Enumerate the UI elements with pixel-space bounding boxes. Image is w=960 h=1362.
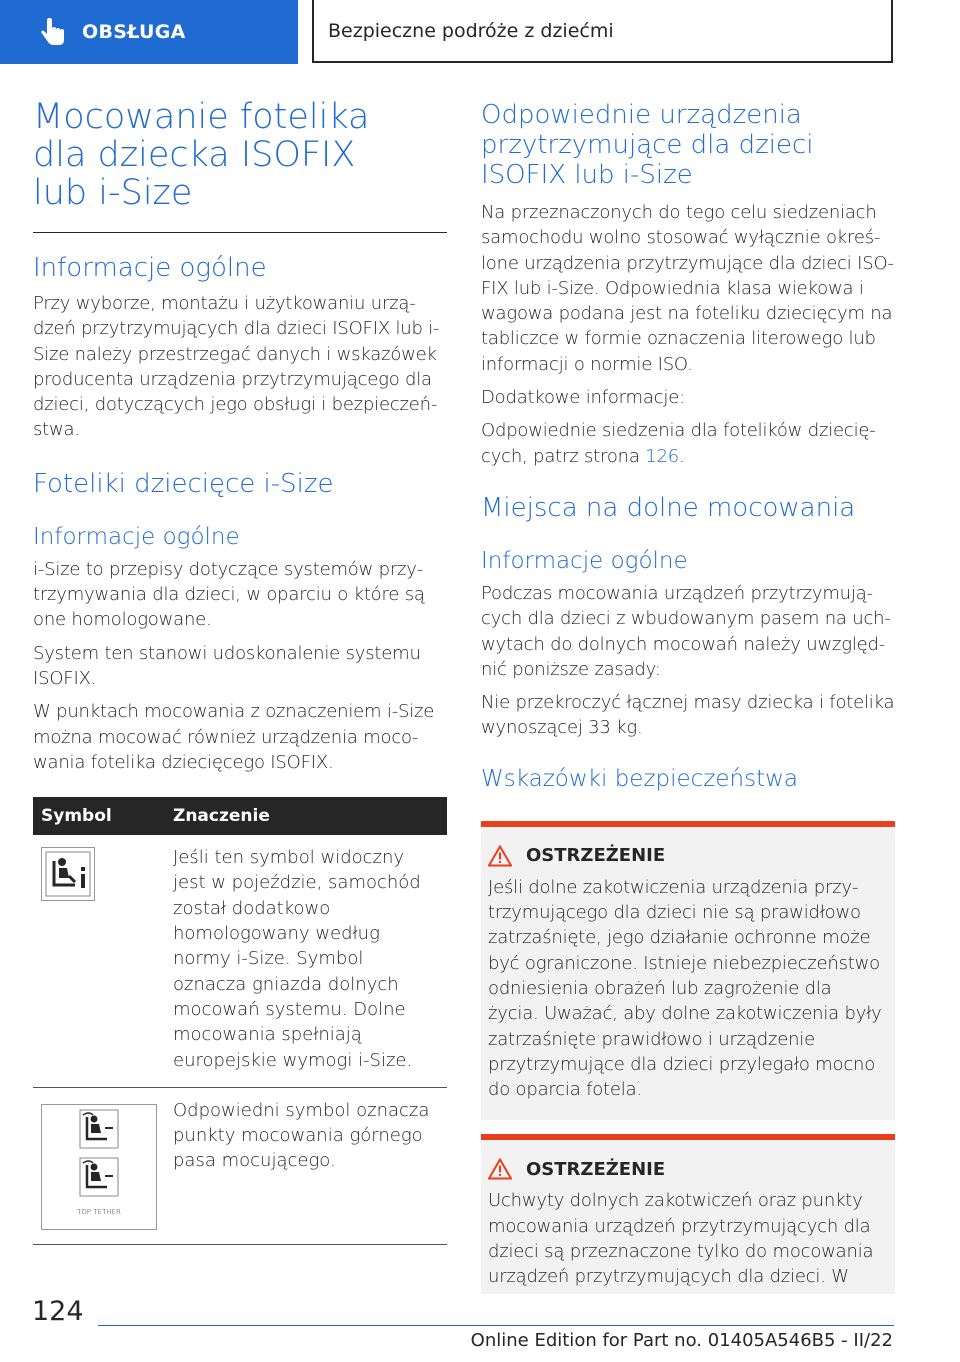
top-tether-icon	[41, 1104, 157, 1230]
suitable-paragraph-1: Na przeznaczonych do tego celu siedzeniach samochodu wolno stosować wyłącznie określone urządzenia przytrzymujące dla dzieci ISOFIX lub i-Size. Odpowiednia klasa wiekowa i wagowa podana jest na foteliku dziecięcym na tabliczce w formie oznaczenia literowego lub informacji o normie ISO.	[481, 202, 894, 375]
suitable-paragraph-3	[481, 418, 895, 469]
isize-paragraph-2: System ten stanowi udoskonalenie systemu ISOFIX.	[33, 642, 421, 689]
warning-label: OSTRZEŻENIE	[526, 1158, 666, 1180]
lower-heading: Miejsca na dolne mocowania	[481, 492, 856, 523]
edition-info: Online Edition for Part no. 01405A546B5 - II/22	[470, 1330, 893, 1351]
header-symbol: Symbol	[33, 797, 165, 835]
lower-general-heading: Informacje ogólne	[481, 547, 688, 574]
title-divider	[33, 232, 447, 233]
left-column	[33, 98, 447, 1245]
isize-paragraph-3: W punktach mocowania z oznaczeniem i-Size można mocować również urządzenia mocowania fotelika dziecięcego ISOFIX.	[33, 701, 435, 773]
warning-text: Jeśli dolne zakotwiczenia urządzenia przytrzymującego dla dzieci nie są prawidłowo zatrzaśnięte, jego działanie ochronne może być ograniczone. Istnieje niebezpieczeństwo odniesienia obrażeń lub zagrożenie dla życia. Uważać, aby dolne zakotwiczenia były zatrzaśnięte prawidłowo i urządzenie przytrzymujące dla dzieci przylegało mocno do oparcia fotela.	[488, 876, 882, 1101]
row-2-text: Odpowiedni symbol oznacza punkty mocowania górnego pasa mocującego.	[165, 1087, 447, 1244]
isize-paragraph-1: i-Size to przepisy dotyczące systemów przytrzymywania dla dzieci, w oparciu o które są one homologowane.	[33, 558, 425, 631]
page-number: 124	[32, 1296, 84, 1327]
general-text: Przy wyborze, montażu i użytkowaniu urządzeń przytrzymujących dla dzieci ISOFIX lub i-Size należy przestrzegać danych i wskazówek producenta urządzenia przytrzymującego dla dzieci, dotyczących jego obsługi i bezpieczeństwa.	[33, 293, 440, 441]
hand-pointer-icon	[38, 17, 68, 47]
suitable-paragraph-2: Dodatkowe informacje:	[481, 387, 685, 409]
right-column	[481, 98, 895, 1294]
footer-divider	[98, 1325, 894, 1326]
table-row	[33, 1087, 447, 1244]
page-link-126[interactable]: 126	[645, 445, 679, 467]
section-tab[interactable]	[0, 0, 298, 64]
top-tether-label: TOP TETHER	[77, 1207, 121, 1216]
suitable-p3-suffix: .	[678, 445, 685, 467]
safety-heading: Wskazówki bezpieczeństwa	[481, 765, 799, 792]
top-tether-seat-icon-1	[79, 1109, 119, 1149]
row-1-text: Jeśli ten symbol widoczny jest w pojeździe, samochód został dodatkowo homologowany według normy i-Size. Symbol oznacza gniazda dolnych mocowań systemu. Dolne mocowania spełniają europejskie wymogi i-Size.	[165, 835, 447, 1087]
header-meaning: Znaczenie	[165, 797, 447, 835]
isize-heading: Foteliki dziecięce i-Size	[33, 468, 334, 499]
isize-general-heading: Informacje ogólne	[33, 523, 240, 550]
table-header	[33, 797, 447, 835]
section-label: OBSŁUGA	[82, 21, 186, 43]
lower-paragraph-1: Podczas mocowania urządzeń przytrzymujących dla dzieci z wbudowanym pasem na uchwytach do dolnych mocowań należy uwzględnić poniższe zasady:	[481, 582, 891, 680]
lower-paragraph-2: Nie przekroczyć łącznej masy dziecka i fotelika wynoszącej 33 kg.	[481, 692, 895, 739]
warning-triangle-icon	[488, 845, 512, 867]
chapter-title: Bezpieczne podróże z dziećmi	[312, 0, 893, 63]
suitable-p3-text: Odpowiednie siedzenia dla fotelików dziecięcych, patrz strona	[481, 420, 876, 467]
main-title: Mocowanie fotelika dla dziecka ISOFIX lub i-Size	[33, 97, 370, 213]
warning-label: OSTRZEŻENIE	[526, 845, 666, 867]
warning-box	[481, 1134, 895, 1293]
warning-triangle-icon	[488, 1158, 512, 1180]
isize-seat-icon	[41, 847, 95, 901]
suitable-heading: Odpowiednie urządzenia przytrzymujące dla dzieci ISOFIX lub i-Size	[481, 100, 814, 190]
general-heading: Informacje ogólne	[33, 253, 267, 283]
warning-text: Uchwyty dolnych zakotwiczeń oraz punkty mocowania urządzeń przytrzymujących dla dzieci są przeznaczone tylko do mocowania urządzeń przytrzymujących dla dzieci. W	[488, 1190, 874, 1288]
top-tether-seat-icon-2	[79, 1157, 119, 1197]
warning-box	[481, 821, 895, 1121]
table-row	[33, 835, 447, 1087]
symbol-table	[33, 797, 447, 1245]
